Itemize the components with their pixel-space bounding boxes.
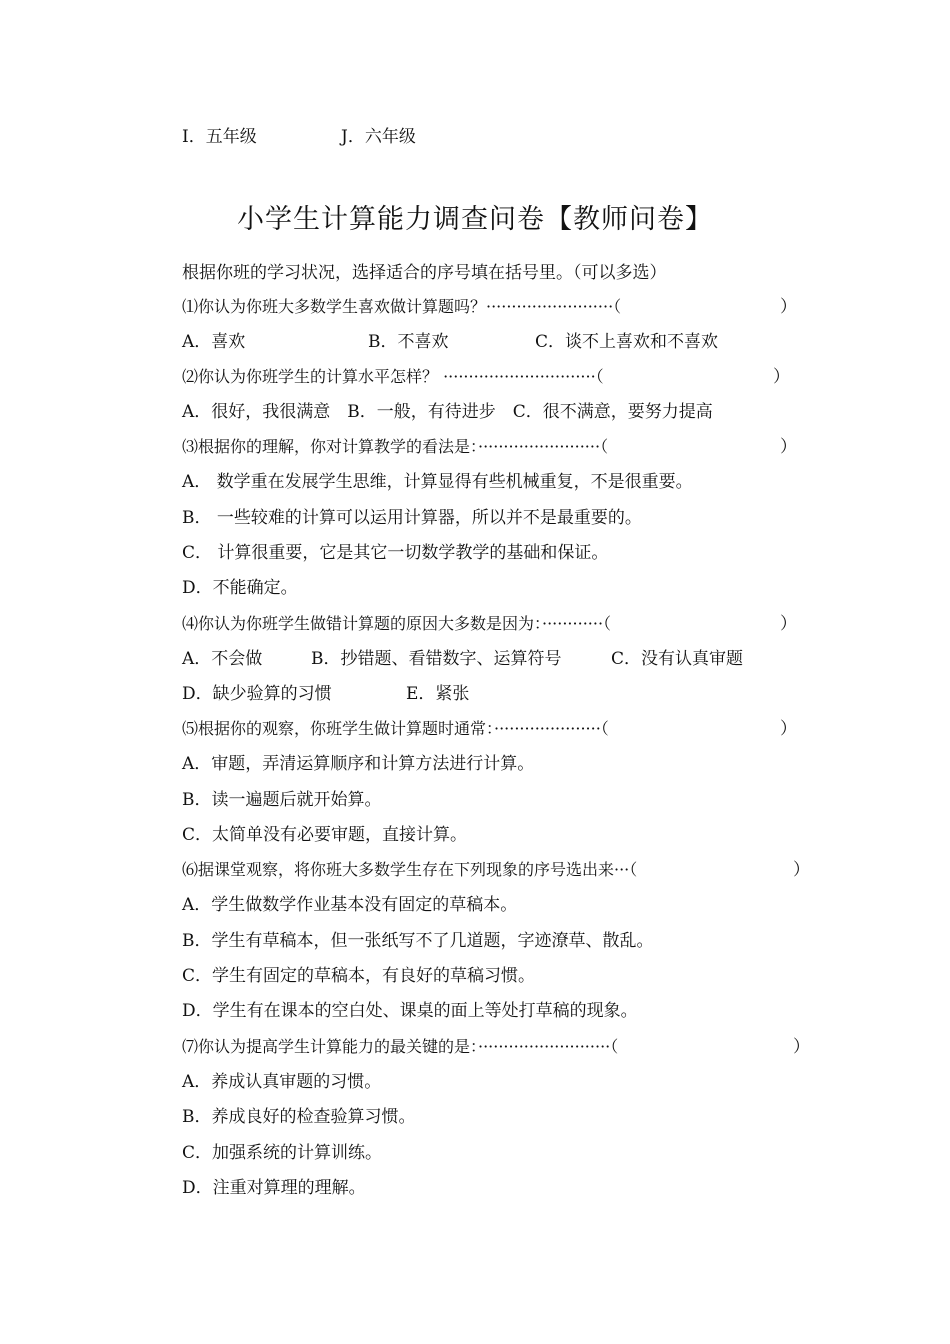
- q5-option-b: B．读一遍题后就开始算。: [182, 790, 382, 810]
- option-j: J．六年级: [341, 127, 416, 147]
- question-2-close-paren: ）: [773, 367, 790, 387]
- q7-option-c: C．加强系统的计算训练。: [182, 1143, 383, 1163]
- q6-option-b: B．学生有草稿本，但一张纸写不了几道题，字迹潦草、散乱。: [182, 931, 654, 951]
- q7-option-b: B．养成良好的检查验算习惯。: [182, 1107, 416, 1127]
- q6-option-a: A．学生做数学作业基本没有固定的草稿本。: [182, 895, 518, 915]
- question-3: ⑶根据你的理解，你对计算教学的看法是：························（: [182, 437, 609, 456]
- q5-option-c: C．太简单没有必要审题，直接计算。: [182, 825, 468, 845]
- question-7-close-paren: ）: [793, 1037, 810, 1057]
- q6-option-d: D．学生有在课本的空白处、课桌的面上等处打草稿的现象。: [182, 1001, 638, 1021]
- q3-option-a: A． 数学重在发展学生思维，计算显得有些机械重复，不是很重要。: [182, 472, 693, 492]
- q2-options: A．很好，我很满意 B．一般，有待进步 C．很不满意，要努力提高: [182, 402, 713, 422]
- q1-option-a: A．喜欢: [182, 332, 246, 352]
- question-2: ⑵你认为你班学生的计算水平怎样？ ······························（: [182, 367, 604, 386]
- instruction: 根据你班的学习状况，选择适合的序号填在括号里。（可以多选）: [182, 263, 667, 283]
- question-4: ⑷你认为你班学生做错计算题的原因大多数是因为：············（: [182, 614, 612, 633]
- q6-option-c: C．学生有固定的草稿本，有良好的草稿习惯。: [182, 966, 536, 986]
- question-1-close-paren: ）: [780, 297, 797, 317]
- q3-option-d: D．不能确定。: [182, 578, 298, 598]
- q3-option-b: B． 一些较难的计算可以运用计算器，所以并不是最重要的。: [182, 508, 642, 528]
- q1-option-b: B．不喜欢: [368, 332, 449, 352]
- q4-option-e: E．紧张: [406, 684, 470, 704]
- question-6-close-paren: ）: [793, 860, 810, 880]
- q4-option-a: A．不会做: [182, 649, 263, 669]
- option-i: I．五年级: [182, 127, 257, 147]
- page-title: 小学生计算能力调查问卷【教师问卷】: [237, 204, 713, 235]
- q7-option-d: D．注重对算理的理解。: [182, 1178, 366, 1198]
- question-5: ⑸根据你的观察，你班学生做计算题时通常：·····················（: [182, 719, 609, 738]
- question-3-close-paren: ）: [780, 437, 797, 457]
- question-1: ⑴你认为你班大多数学生喜欢做计算题吗？·························（: [182, 297, 622, 316]
- q5-option-a: A．审题，弄清运算顺序和计算方法进行计算。: [182, 754, 535, 774]
- q7-option-a: A．养成认真审题的习惯。: [182, 1072, 382, 1092]
- q3-option-c: C． 计算很重要，它是其它一切数学教学的基础和保证。: [182, 543, 609, 563]
- q1-option-c: C．谈不上喜欢和不喜欢: [535, 332, 719, 352]
- question-5-close-paren: ）: [780, 719, 797, 739]
- q4-option-b: B．抄错题、看错数字、运算符号: [311, 649, 562, 669]
- q4-option-c: C．没有认真审题: [611, 649, 744, 669]
- question-4-close-paren: ）: [780, 614, 797, 634]
- question-7: ⑺你认为提高学生计算能力的最关键的是：··························（: [182, 1037, 619, 1056]
- q4-option-d: D．缺少验算的习惯: [182, 684, 332, 704]
- question-6: ⑹据课堂观察，将你班大多数学生存在下列现象的序号选出来···（: [182, 860, 638, 879]
